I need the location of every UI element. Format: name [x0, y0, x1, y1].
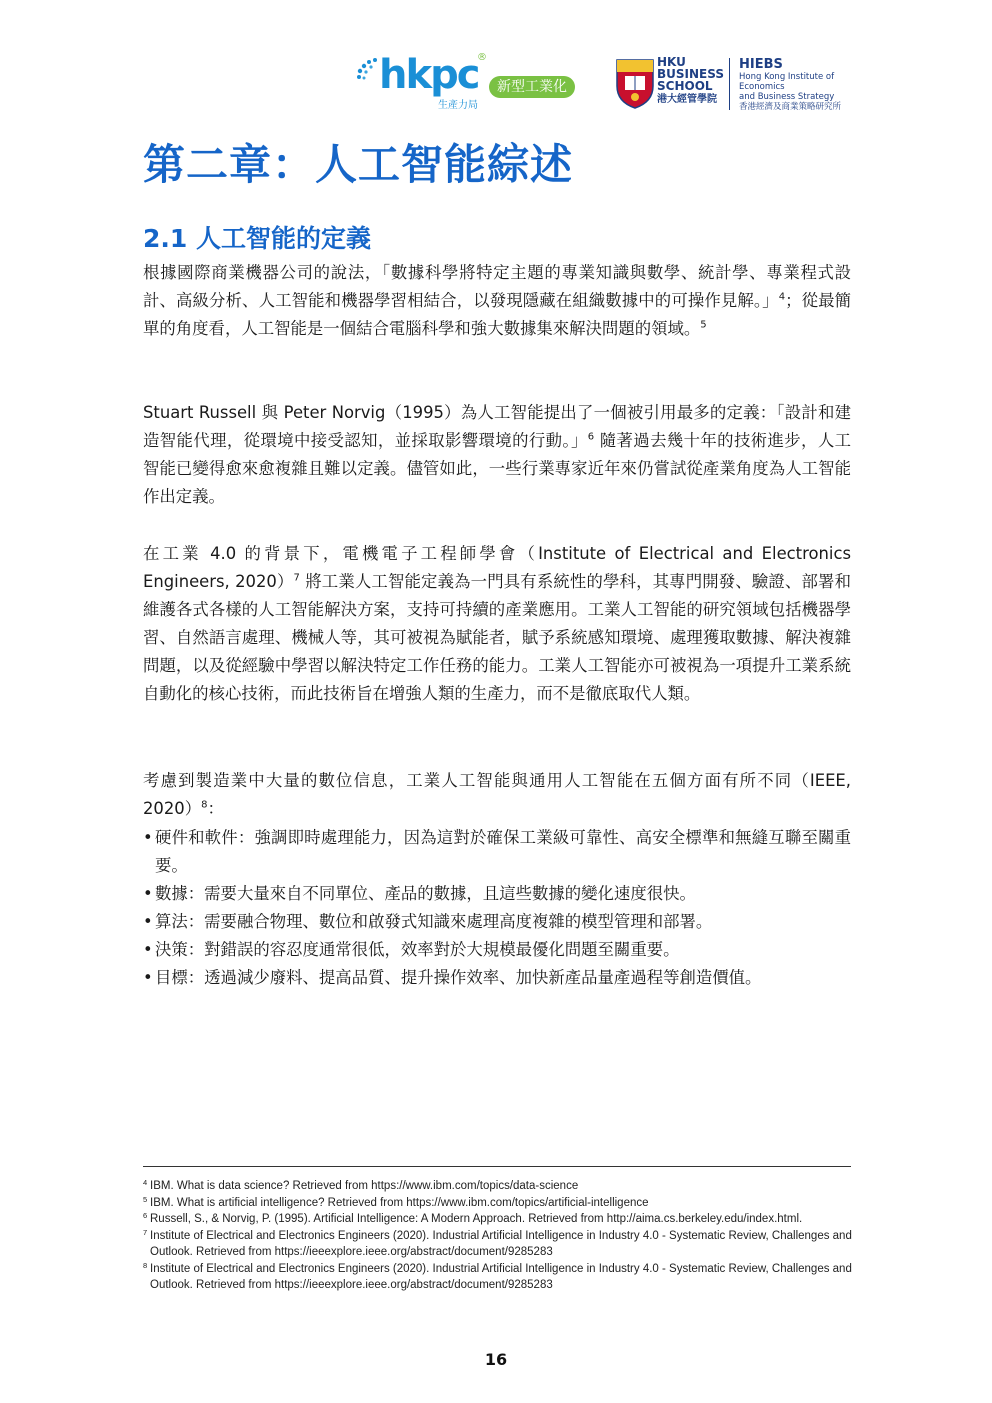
paragraph-2-text-b: 隨著過去幾十年的技術進步，人工智能已變得愈來愈複雜且難以定義。儘管如此，一些行業專家近年來仍嘗試從產業角度為人工智能作出定義。: [143, 431, 851, 506]
footnote-ref-8: 8: [201, 799, 208, 811]
footnote-text: IBM. What is data science? Retrieved from https://www.ibm.com/topics/data-science: [150, 1180, 579, 1192]
paragraph-1: [143, 259, 851, 343]
bullet-icon: •: [143, 940, 153, 959]
footnote: [143, 1195, 855, 1212]
hku-crest-icon: [613, 56, 657, 110]
hkpc-chinese-name: 生產力局: [438, 100, 478, 111]
paragraph-2: [143, 399, 851, 511]
list-item: [143, 936, 851, 964]
list-item: [143, 824, 851, 880]
list-item: [143, 880, 851, 908]
footnote-number: 5: [143, 1194, 148, 1204]
footnote-number: 8: [143, 1260, 148, 1270]
footnote-divider: [143, 1166, 851, 1167]
footnote-text: Russell, S., & Norvig, P. (1995). Artificial Intelligence: A Modern Approach. Retrieved from http://aima.cs.berkeley.edu/index.html.: [150, 1213, 803, 1225]
footnotes: [143, 1178, 855, 1294]
list-item-text: 硬件和軟件：強調即時處理能力，因為這對於確保工業級可靠性、高安全標準和無縫互聯至關重要。: [155, 828, 851, 875]
list-item: [143, 908, 851, 936]
list-item-text: 算法：需要融合物理、數位和啟發式知識來處理高度複雜的模型管理和部署。: [155, 912, 713, 931]
hiebs-title: HIEBS: [739, 57, 783, 72]
hkpc-wordmark: hkpc: [379, 52, 479, 98]
page-header: [355, 52, 875, 114]
hkpc-logo: [355, 52, 595, 114]
footnote-number: 4: [143, 1178, 148, 1187]
list-item-text: 決策：對錯誤的容忍度通常很低，效率對於大規模最優化問題至關重要。: [155, 940, 680, 959]
hku-line-1: HKU: [657, 55, 686, 69]
footnote-number: 7: [143, 1227, 148, 1237]
footnote-ref-7: 7: [293, 572, 300, 584]
footnote-number: 6: [143, 1211, 148, 1220]
list-item-text: 目標：透過減少廢料、提高品質、提升操作效率、加快新產品量產過程等創造價值。: [155, 968, 762, 987]
hku-line-2: BUSINESS: [657, 67, 724, 81]
footnote: [143, 1261, 855, 1294]
difference-list: [143, 824, 851, 992]
list-item: [143, 964, 851, 992]
page-number: 16: [484, 1350, 508, 1369]
hku-business-school-name: [657, 56, 724, 106]
bullet-icon: •: [143, 968, 153, 987]
registered-icon: ®: [477, 52, 487, 63]
paragraph-1-text-a: 根據國際商業機器公司的說法，「數據科學將特定主題的專業知識與數學、統計學、專業程式設計、高級分析、人工智能和機器學習相結合，以發現隱藏在組織數據中的可操作見解。」: [143, 263, 851, 310]
hiebs-logo: [739, 58, 875, 112]
paragraph-4: [143, 767, 851, 823]
paragraph-1-text-b: ；從最簡單的角度看，人工智能是一個結合電腦科學和強大數據集來解決問題的領域。: [143, 291, 851, 338]
paragraph-3: [143, 540, 851, 708]
paragraph-3-text-b: 將工業人工智能定義為一門具有系統性的學科，其專門開發、驗證、部署和維護各式各樣的人工智能解決方案，支持可持續的產業應用。工業人工智能的研究領域包括機器學習、自然語言處理、機械人等，其可被視為賦能者，賦予系統感知環境、處理獲取數據、解決複雜問題，以及從經驗中學習以解決特定工作任務的能力。工業人工智能亦可被視為一項提升工業系統自動化的核心技術，而此技術旨在增強人類的生產力，而不是徹底取代人類。: [143, 572, 851, 703]
chapter-title: 第二章：人工智能綜述: [143, 140, 574, 189]
hiebs-chinese-name: 香港經濟及商業策略研究所: [739, 102, 842, 112]
footnote: [143, 1178, 855, 1195]
hkpc-tagline-badge: 新型工業化: [489, 76, 575, 98]
footnote: [143, 1211, 855, 1228]
hku-line-3: SCHOOL: [657, 79, 713, 93]
footnote-text: IBM. What is artificial intelligence? Retrieved from https://www.ibm.com/topics/artificial-intelligence: [150, 1196, 649, 1209]
footnote-ref-5: 5: [700, 319, 707, 331]
footnote-ref-6: 6: [587, 431, 595, 443]
paragraph-2-text-a: Stuart Russell 與 Peter Norvig（1995）為人工智能提出了一個被引用最多的定義：「設計和建造智能代理，從環境中接受認知，並採取影響環境的行動。」: [143, 403, 851, 450]
footnote-text: Institute of Electrical and Electronics Engineers (2020). Industrial Artificial Intelligence in Industry 4.0 - Systematic Review, Challenges and Outlook. Retrieved from https://ieeexplore.ieee.org/abstract/document/9285283: [150, 1229, 852, 1258]
bullet-icon: •: [143, 912, 153, 931]
paragraph-4-text-b: ：: [207, 799, 224, 818]
hiebs-line-2: and Business Strategy: [739, 92, 835, 102]
footnote-ref-4: 4: [778, 291, 786, 303]
bullet-icon: •: [143, 884, 153, 903]
footnote-text: Institute of Electrical and Electronics Engineers (2020). Industrial Artificial Intelligence in Industry 4.0 - Systematic Review, Challenges and Outlook. Retrieved from https://ieeexplore.ieee.org/abstract/document/9285283: [150, 1262, 852, 1291]
hiebs-line-1: Hong Kong Institute of Economics: [739, 72, 835, 92]
section-title: 2.1 人工智能的定義: [143, 224, 371, 253]
hku-chinese-name: 港大經管學院: [657, 94, 717, 105]
paragraph-3-text-a: 在工業 4.0 的背景下，電機電子工程師學會（Institute of Electrical and Electronics Engineers, 2020）: [143, 544, 851, 591]
bullet-icon: •: [143, 828, 153, 847]
list-item-text: 數據：需要大量來自不同單位、產品的數據，且這些數據的變化速度很快。: [155, 884, 696, 903]
paragraph-4-text-a: 考慮到製造業中大量的數位信息，工業人工智能與通用人工智能在五個方面有所不同（IEEE, 2020）: [143, 771, 851, 818]
header-divider: [729, 58, 730, 110]
footnote: [143, 1228, 855, 1261]
